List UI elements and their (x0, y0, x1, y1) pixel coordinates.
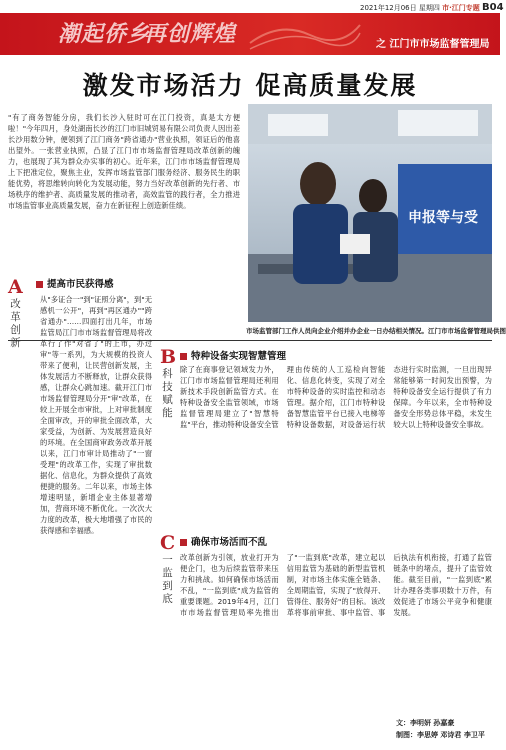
banner-wave-decoration (250, 13, 360, 55)
section-c-vertical-tag: 一监到底 (162, 554, 174, 605)
photo-sign-text: 申报等与受 (408, 210, 478, 226)
section-b-marker (160, 346, 178, 420)
issue-date: 2021年12月06日 星期四 (360, 4, 440, 12)
page-headline: 激发市场活力 促高质量发展 (82, 71, 418, 100)
red-square-icon (180, 539, 187, 546)
section-a-vertical-tag: 改革创新 (10, 298, 22, 349)
red-square-icon (180, 353, 187, 360)
page-number: B04 (482, 2, 504, 13)
section-c-letter: C (160, 532, 176, 554)
department-subtitle: 之 江门市市场监督管理局 (376, 39, 490, 50)
column-title-left: 潮起侨乡 (58, 22, 151, 47)
section-b-body: 除了在商事登记领域发力外，江门市市场监督管理局还利用新技术手段创新监管方式。在特种设备安全监管领域，市场监督管理局建立了"智慧特监"平台，推动特种设备安全管理由传统的人工巡检向智能化、信息化转变，实现了对全市特种设备的实时监控和动态管理。据介绍，江门市特种设备智慧监管平台已接入电梯等特种设备数据，对设备运行状态进行实时监测，一旦出现异常能够第一时间发出预警，为特种设备安全运行提供了有力保障。今年以来，全市特种设备安全形势总体平稳，未发生较大以上特种设备安全事故。 (180, 365, 492, 429)
date-line (360, 2, 504, 13)
byline-writers: 文：李明妍 孙嘉豪 (396, 719, 455, 727)
section-a-body: 从"多证合一"到"证照分离"，到"无感机一公开"，再到"再区通办""跨省通办"……四面打出几年，市场监管局江门市市场监督管理局将改革行了作"对省了"的上市，办过审"等一系列，为大规模的投资人带来了便利，让民营创新发展，主体发展活力不断释放，让群众获得感，让群众心跳加速。截开江门市市场监督管理局分开"审"改革，在较上开展全市审批，上对审批制度全面审改，开的审批全面改革，大家受益，为创新、为发展营造良好的环境。在全国商审政务改革开展以来，江门市审计局推动了"一窗受理"的改革工作，实现了审批数据化、信息化，为群众提供了高效便捷的服务。二年以来，市场主体增速明显，新增企业主体显著增加，营商环境不断优化。一次次大力度的改革，极大地增强了市民的获得感和幸福感。 (40, 295, 152, 535)
section-b-vertical-tag: 科技赋能 (162, 368, 174, 419)
section-b-title: 特种设备实现智慧管理 (180, 348, 286, 362)
section-a-title: 提高市民获得感 (36, 276, 114, 290)
red-square-icon (36, 281, 43, 288)
photo-caption: 市场监管部门工作人员向企业介绍并办企业一日办结相关情况。江门市市场监督管理局供图 (246, 327, 506, 335)
byline-editors: 制图：李思婷 邓诗君 李卫平 (396, 731, 485, 739)
column-title-right: 再创辉煌 (144, 22, 237, 47)
section-c-title: 确保市场活而不乱 (180, 534, 267, 548)
section-b-letter: B (160, 346, 177, 368)
svg-text:申报等与受 (408, 209, 479, 226)
service-hall-photo (248, 104, 492, 322)
column-banner (0, 13, 500, 55)
intro-paragraph: "有了商务智能分房，我们长沙入驻时可在江门投资，真是太方便啦！"今年四月，身处湖南长沙的江门市旧城贸易有限公司负责人因出差长沙用数分钟，便领到了江门商务"跨省通办"营业执照，领证后的他喜出望外。一张营业执照，凸显了江门市市场监督管理局改革创新的魄力，也展现了其为群众办实事的初心。近年来，江门市市场监督管理局上下把准定位，聚焦主业，发挥市场监管部门服务经济、服务民生的职能优势，将思维转向转化为发展动能，努力当好改革创新的先行者、市场秩序的维护者、高质量发展的推动者，高效监管的践行者，全力推进市场监管事业高质量发展，奋力在新征程上创造新佳绩。 (8, 113, 240, 210)
channel-label: 市·江门专题 (442, 4, 480, 12)
section-c-body: 改革创新为引领，放业打开为便企门，也为后续监管带来压力和挑战。如何确保市场活而不乱，"一监到底"成为监管的重要课题。2019年4月，江门市市场监督管理局率先推出了"一监到底"改革，建立起以信用监管为基础的新型监管机制，对市场主体实施全链条、全周期监管，实现了"放得开、管得住、服务好"的目标。该改革将事前审批、事中监管、事后执法有机衔接，打通了监管链条中的堵点，提升了监管效能。截至目前，"一监到底"累计办理各类事项数十万件，有效促进了市场公平竞争和健康发展。 (180, 553, 492, 617)
section-c-marker (160, 532, 178, 606)
section-a-letter: A (8, 276, 23, 298)
